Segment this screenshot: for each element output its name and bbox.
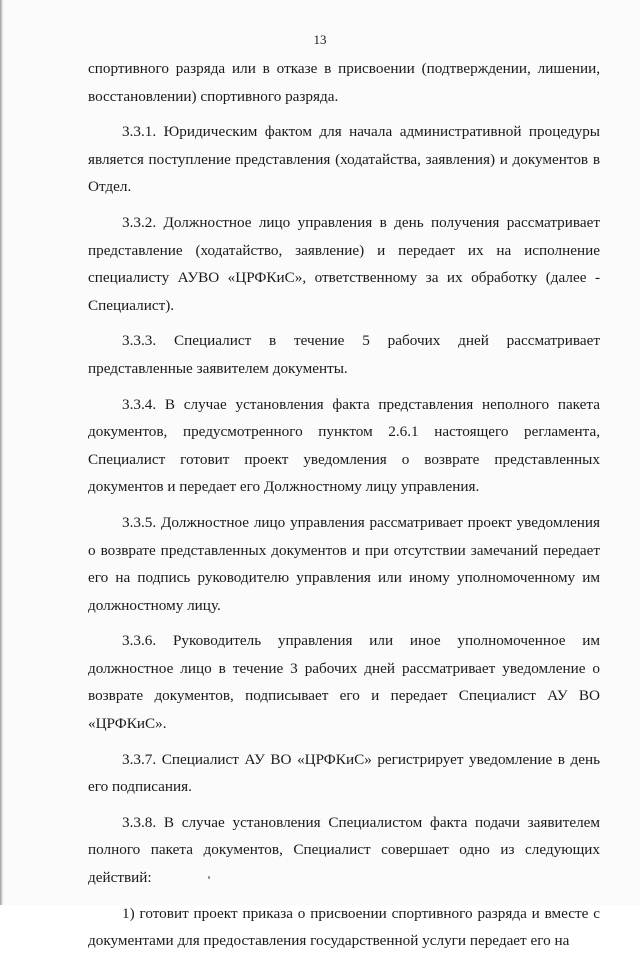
paragraph-3-3-3: 3.3.3. Специалист в течение 5 рабочих дней рассматривает представленные заявителем документы. xyxy=(88,332,600,377)
paragraph-3-3-7: 3.3.7. Специалист АУ ВО «ЦРФКиС» регистрирует уведомление в день его подписания. xyxy=(88,750,600,796)
page-number: 13 xyxy=(313,32,327,47)
paragraph-3-3-1: 3.3.1. Юридическим фактом для начала административной процедуры является поступление представления (ходатайства, заявления) и документов в Отдел. xyxy=(88,123,600,196)
scan-edge-shadow xyxy=(0,0,4,905)
paragraph-3-3-4: 3.3.4. В случае установления факта представления неполного пакета документов, предусмотренного пунктом 2.6.1 настоящего регламента, Специалист готовит проект уведомления о возврате представленных документов и передает его Должностному лицу управления. xyxy=(88,395,600,496)
paragraph-3-3-8: 3.3.8. В случае установления Специалистом факта подачи заявителем полного пакета документов, Специалист совершает одно из следующих действий: xyxy=(88,813,600,887)
list-item-1: 1) готовит проект приказа о присвоении спортивного разряда и вместе с документами для предоставления государственной услуги передает его на xyxy=(88,904,600,950)
scan-speck xyxy=(208,876,210,879)
paragraph-continuation: спортивного разряда или в отказе в присвоении (подтверждении, лишении, восстановлении) спортивного разряда. xyxy=(88,60,600,105)
document-body xyxy=(88,55,600,963)
paragraph-3-3-5: 3.3.5. Должностное лицо управления рассматривает проект уведомления о возврате представленных документов и при отсутствии замечаний передает его на подпись руководителю управления или иному уполномоченному им должностному лицу. xyxy=(88,513,600,614)
paragraph-3-3-2: 3.3.2. Должностное лицо управления в день получения рассматривает представление (ходатайство, заявление) и передает их на исполнение специалисту АУВО «ЦРФКиС», ответственному за их обработку (далее - Специалист). xyxy=(88,213,600,314)
paragraph-3-3-6: 3.3.6. Руководитель управления или иное уполномоченное им должностное лицо в течение 3 рабочих дней рассматривает уведомление о возврате документов, подписывает его и передает Специалист АУ ВО «ЦРФКиС». xyxy=(88,632,600,733)
